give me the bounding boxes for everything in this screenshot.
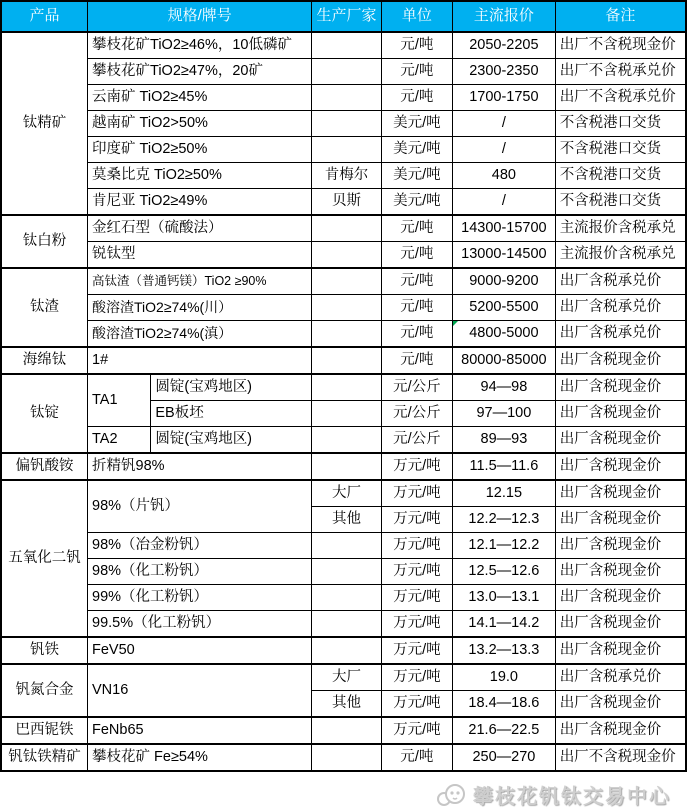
mfr-cell bbox=[312, 321, 381, 348]
price-cell: / bbox=[453, 111, 556, 137]
mfr-cell bbox=[312, 401, 381, 427]
table-row bbox=[1, 163, 686, 189]
product-cell: 钒铁 bbox=[1, 637, 88, 664]
table-row bbox=[1, 611, 686, 638]
price-cell: 19.0 bbox=[453, 664, 556, 691]
unit-cell: 元/吨 bbox=[381, 347, 452, 374]
mfr-cell bbox=[312, 32, 381, 59]
spec-cell: 高钛渣（普通钙镁）TiO2 ≥90% bbox=[88, 268, 312, 295]
mfr-cell: 其他 bbox=[312, 691, 381, 718]
mfr-cell bbox=[312, 611, 381, 638]
note-cell: 出厂含税现金价 bbox=[555, 374, 686, 401]
mfr-cell bbox=[312, 347, 381, 374]
spec-cell: 98%（化工粉钒） bbox=[88, 559, 312, 585]
col-header-price: 主流报价 bbox=[453, 1, 556, 32]
note-cell: 出厂不含税承兑价 bbox=[555, 59, 686, 85]
spec-cell: 98%（片钒） bbox=[88, 480, 312, 533]
spec-cell: 99%（化工粉钒） bbox=[88, 585, 312, 611]
spec-cell: 酸溶渣TiO2≥74%(滇） bbox=[88, 321, 312, 348]
mfr-cell bbox=[312, 295, 381, 321]
mfr-cell bbox=[312, 59, 381, 85]
note-cell: 出厂含税现金价 bbox=[555, 427, 686, 454]
unit-cell: 元/吨 bbox=[381, 215, 452, 242]
unit-cell: 万元/吨 bbox=[381, 559, 452, 585]
unit-cell: 元/吨 bbox=[381, 85, 452, 111]
mfr-cell bbox=[312, 242, 381, 269]
price-cell: 14300-15700 bbox=[453, 215, 556, 242]
table-row bbox=[1, 347, 686, 374]
table-row bbox=[1, 189, 686, 216]
brand-name: 攀枝花钒钛交易中心 bbox=[473, 786, 671, 808]
note-cell: 不含税港口交货 bbox=[555, 189, 686, 216]
note-cell: 出厂含税承兑价 bbox=[555, 268, 686, 295]
product-cell: 钛渣 bbox=[1, 268, 88, 347]
unit-cell: 万元/吨 bbox=[381, 533, 452, 559]
unit-cell: 万元/吨 bbox=[381, 611, 452, 638]
mfr-cell bbox=[312, 268, 381, 295]
note-cell: 不含税港口交货 bbox=[555, 163, 686, 189]
table-row bbox=[1, 321, 686, 348]
unit-cell: 万元/吨 bbox=[381, 637, 452, 664]
unit-cell: 万元/吨 bbox=[381, 664, 452, 691]
unit-cell: 美元/吨 bbox=[381, 189, 452, 216]
price-cell: 18.4—18.6 bbox=[453, 691, 556, 718]
price-table-body bbox=[1, 32, 686, 771]
note-cell: 出厂不含税现金价 bbox=[555, 744, 686, 771]
col-header-spec: 规格/牌号 bbox=[88, 1, 312, 32]
product-cell: 偏钒酸铵 bbox=[1, 453, 88, 480]
table-row bbox=[1, 215, 686, 242]
table-row bbox=[1, 295, 686, 321]
note-cell: 出厂含税现金价 bbox=[555, 585, 686, 611]
spec-cell: 99.5%（化工粉钒） bbox=[88, 611, 312, 638]
spec-cell: FeNb65 bbox=[88, 717, 312, 744]
note-cell: 出厂含税现金价 bbox=[555, 637, 686, 664]
table-row bbox=[1, 32, 686, 59]
unit-cell: 元/吨 bbox=[381, 744, 452, 771]
note-cell: 出厂含税承兑价 bbox=[555, 664, 686, 691]
price-cell: 9000-9200 bbox=[453, 268, 556, 295]
mfr-cell bbox=[312, 744, 381, 771]
spec-cell: 莫桑比克 TiO2≥50% bbox=[88, 163, 312, 189]
unit-cell: 元/吨 bbox=[381, 268, 452, 295]
col-header-note: 备注 bbox=[555, 1, 686, 32]
spec-cell: FeV50 bbox=[88, 637, 312, 664]
unit-cell: 美元/吨 bbox=[381, 137, 452, 163]
note-cell: 出厂含税现金价 bbox=[555, 507, 686, 533]
note-cell: 出厂含税现金价 bbox=[555, 401, 686, 427]
price-cell: 11.5—11.6 bbox=[453, 453, 556, 480]
unit-cell: 元/吨 bbox=[381, 32, 452, 59]
mfr-cell bbox=[312, 637, 381, 664]
unit-cell: 元/公斤 bbox=[381, 427, 452, 454]
note-cell: 出厂不含税现金价 bbox=[555, 32, 686, 59]
table-row bbox=[1, 533, 686, 559]
brand-watermark bbox=[0, 772, 689, 809]
price-cell: 2300-2350 bbox=[453, 59, 556, 85]
spec-cell: 折精钒98% bbox=[88, 453, 312, 480]
note-cell: 出厂不含税承兑价 bbox=[555, 85, 686, 111]
table-row bbox=[1, 427, 686, 454]
product-cell: 钛锭 bbox=[1, 374, 88, 453]
spec-cell: 肯尼亚 TiO2≥49% bbox=[88, 189, 312, 216]
mfr-cell bbox=[312, 453, 381, 480]
mfr-cell: 肯梅尔 bbox=[312, 163, 381, 189]
product-cell: 钛白粉 bbox=[1, 215, 88, 268]
product-cell: 巴西铌铁 bbox=[1, 717, 88, 744]
note-cell: 出厂含税现金价 bbox=[555, 717, 686, 744]
mfr-cell bbox=[312, 111, 381, 137]
price-cell: 13000-14500 bbox=[453, 242, 556, 269]
col-header-manufacturer: 生产厂家 bbox=[312, 1, 381, 32]
spec-cell: 酸溶渣TiO2≥74%(川） bbox=[88, 295, 312, 321]
mfr-cell bbox=[312, 717, 381, 744]
spec-cell: 锐钛型 bbox=[88, 242, 312, 269]
price-cell: / bbox=[453, 189, 556, 216]
spec-cell: 云南矿 TiO2≥45% bbox=[88, 85, 312, 111]
table-row bbox=[1, 559, 686, 585]
spec-form-cell: EB板坯 bbox=[151, 401, 312, 427]
mfr-cell: 大厂 bbox=[312, 664, 381, 691]
mfr-cell bbox=[312, 137, 381, 163]
note-cell: 出厂含税承兑价 bbox=[555, 295, 686, 321]
price-cell: 94—98 bbox=[453, 374, 556, 401]
spec-form-cell: 圆锭(宝鸡地区) bbox=[151, 374, 312, 401]
mfr-cell bbox=[312, 374, 381, 401]
spec-cell: 印度矿 TiO2≥50% bbox=[88, 137, 312, 163]
price-cell: 2050-2205 bbox=[453, 32, 556, 59]
note-cell: 出厂含税现金价 bbox=[555, 453, 686, 480]
note-cell: 出厂含税现金价 bbox=[555, 559, 686, 585]
note-cell: 出厂含税现金价 bbox=[555, 691, 686, 718]
unit-cell: 元/吨 bbox=[381, 242, 452, 269]
unit-cell: 元/公斤 bbox=[381, 374, 452, 401]
comment-marker-icon bbox=[453, 321, 458, 326]
unit-cell: 万元/吨 bbox=[381, 480, 452, 507]
mfr-cell bbox=[312, 585, 381, 611]
unit-cell: 元/吨 bbox=[381, 59, 452, 85]
spec-cell: 越南矿 TiO2>50% bbox=[88, 111, 312, 137]
table-row bbox=[1, 453, 686, 480]
price-cell: 14.1—14.2 bbox=[453, 611, 556, 638]
mfr-cell bbox=[312, 427, 381, 454]
price-cell: 12.5—12.6 bbox=[453, 559, 556, 585]
unit-cell: 万元/吨 bbox=[381, 717, 452, 744]
note-cell: 不含税港口交货 bbox=[555, 111, 686, 137]
spec-cell: 1# bbox=[88, 347, 312, 374]
table-row bbox=[1, 664, 686, 691]
note-cell: 不含税港口交货 bbox=[555, 137, 686, 163]
note-cell: 出厂含税现金价 bbox=[555, 480, 686, 507]
table-row bbox=[1, 137, 686, 163]
price-cell: 480 bbox=[453, 163, 556, 189]
unit-cell: 美元/吨 bbox=[381, 163, 452, 189]
unit-cell: 美元/吨 bbox=[381, 111, 452, 137]
table-row bbox=[1, 374, 686, 401]
table-row bbox=[1, 717, 686, 744]
table-row bbox=[1, 585, 686, 611]
table-row bbox=[1, 637, 686, 664]
price-cell: 13.2—13.3 bbox=[453, 637, 556, 664]
price-cell: 89—93 bbox=[453, 427, 556, 454]
mfr-cell bbox=[312, 559, 381, 585]
product-cell: 海绵钛 bbox=[1, 347, 88, 374]
table-row bbox=[1, 242, 686, 269]
table-header-row bbox=[1, 1, 686, 32]
spec-cell: 金红石型（硫酸法） bbox=[88, 215, 312, 242]
product-cell: 钛精矿 bbox=[1, 32, 88, 215]
price-cell: 21.6—22.5 bbox=[453, 717, 556, 744]
unit-cell: 万元/吨 bbox=[381, 453, 452, 480]
spec-cell: 攀枝花矿TiO2≥46%，10低磷矿 bbox=[88, 32, 312, 59]
mfr-cell bbox=[312, 85, 381, 111]
note-cell: 出厂含税现金价 bbox=[555, 533, 686, 559]
table-row bbox=[1, 111, 686, 137]
panda-logo-icon bbox=[435, 782, 467, 808]
price-cell: 12.2—12.3 bbox=[453, 507, 556, 533]
price-cell: 250—270 bbox=[453, 744, 556, 771]
unit-cell: 万元/吨 bbox=[381, 507, 452, 533]
spec-cell: 98%（冶金粉钒） bbox=[88, 533, 312, 559]
col-header-product: 产品 bbox=[1, 1, 88, 32]
unit-cell: 万元/吨 bbox=[381, 691, 452, 718]
mfr-cell bbox=[312, 215, 381, 242]
mfr-cell bbox=[312, 533, 381, 559]
note-cell: 主流报价含税承兑 bbox=[555, 242, 686, 269]
table-row bbox=[1, 268, 686, 295]
price-cell: / bbox=[453, 137, 556, 163]
note-cell: 主流报价含税承兑 bbox=[555, 215, 686, 242]
note-cell: 出厂含税现金价 bbox=[555, 611, 686, 638]
price-cell: 12.1—12.2 bbox=[453, 533, 556, 559]
col-header-unit: 单位 bbox=[381, 1, 452, 32]
unit-cell: 元/吨 bbox=[381, 295, 452, 321]
spec-cell: 攀枝花矿 Fe≥54% bbox=[88, 744, 312, 771]
spec-grade-cell: TA1 bbox=[88, 374, 151, 427]
price-cell: 1700-1750 bbox=[453, 85, 556, 111]
product-cell: 钒氮合金 bbox=[1, 664, 88, 717]
table-row bbox=[1, 85, 686, 111]
spec-cell: 攀枝花矿TiO2≥47%，20矿 bbox=[88, 59, 312, 85]
note-cell: 出厂含税现金价 bbox=[555, 347, 686, 374]
mfr-cell: 其他 bbox=[312, 507, 381, 533]
price-cell: 97—100 bbox=[453, 401, 556, 427]
unit-cell: 元/吨 bbox=[381, 321, 452, 348]
product-cell: 钒钛铁精矿 bbox=[1, 744, 88, 771]
mfr-cell: 贝斯 bbox=[312, 189, 381, 216]
price-cell: 13.0—13.1 bbox=[453, 585, 556, 611]
price-cell: 4800-5000 bbox=[453, 321, 556, 348]
table-row bbox=[1, 480, 686, 507]
price-cell: 12.15 bbox=[453, 480, 556, 507]
spec-cell: VN16 bbox=[88, 664, 312, 717]
note-cell: 出厂含税承兑价 bbox=[555, 321, 686, 348]
unit-cell: 元/公斤 bbox=[381, 401, 452, 427]
table-row bbox=[1, 744, 686, 771]
table-row bbox=[1, 59, 686, 85]
product-cell: 五氧化二钒 bbox=[1, 480, 88, 637]
spec-grade-cell: TA2 bbox=[88, 427, 151, 454]
price-cell: 80000-85000 bbox=[453, 347, 556, 374]
unit-cell: 万元/吨 bbox=[381, 585, 452, 611]
spec-form-cell: 圆锭(宝鸡地区) bbox=[151, 427, 312, 454]
mfr-cell: 大厂 bbox=[312, 480, 381, 507]
price-cell: 5200-5500 bbox=[453, 295, 556, 321]
